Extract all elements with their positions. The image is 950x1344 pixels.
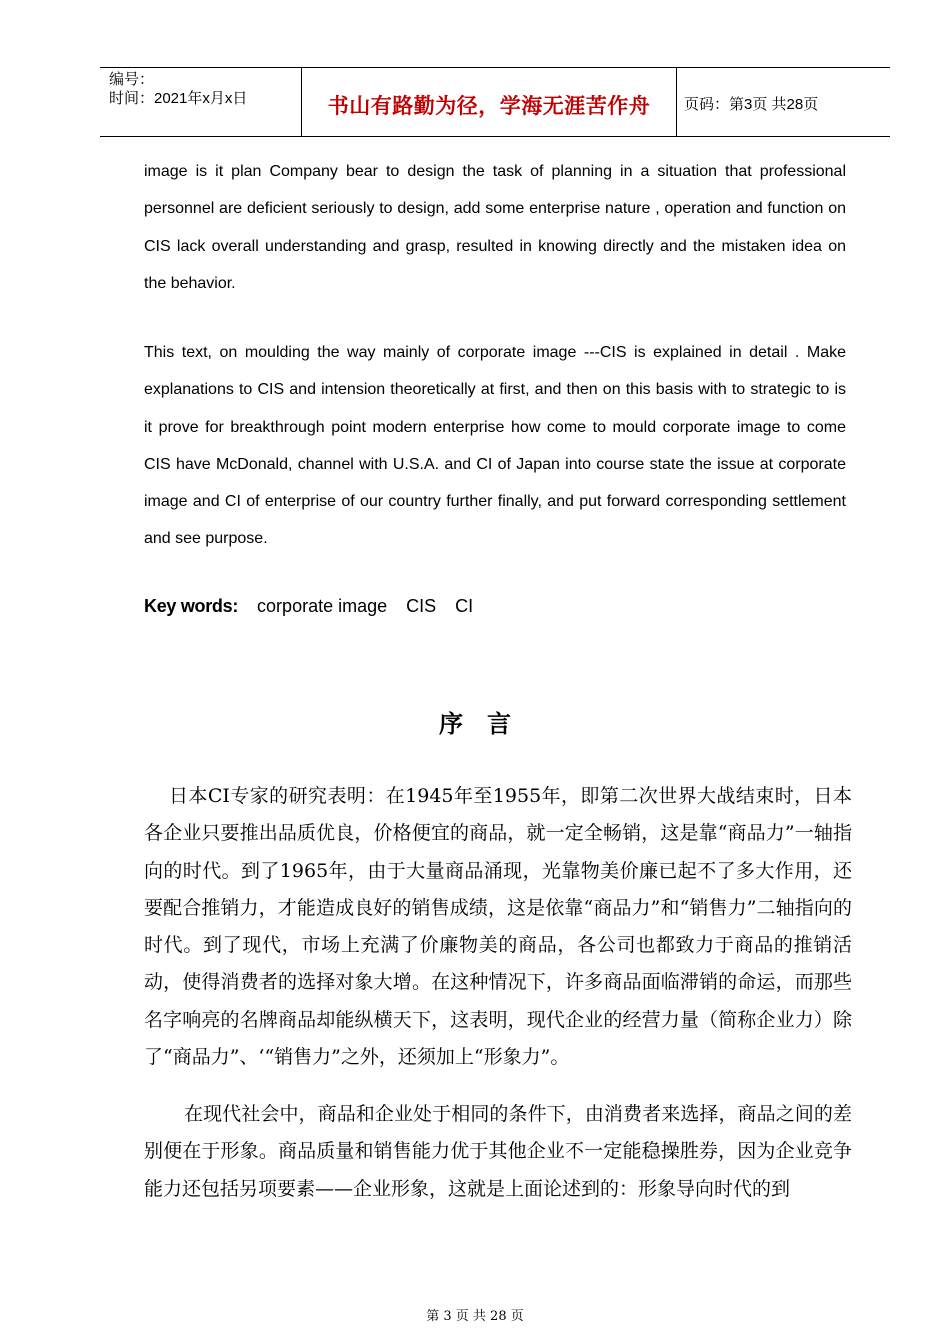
preface-paragraph-2: 在现代社会中，商品和企业处于相同的条件下，由消费者来选择，商品之间的差别便在于形象。商品质量和销售能力优于其他企业不一定能稳操胜券，因为企业竞争能力还包括另项要素——企业形象，这就是上面论述到的：形象导向时代的到	[144, 1103, 852, 1200]
keyword-term: CIS	[406, 596, 437, 616]
header-page-info: 页码：第3页 共28页	[684, 96, 819, 113]
header-motto-cell	[301, 68, 677, 136]
page-footer: 第 3 页 共 28 页	[426, 1309, 524, 1324]
preface-title: 序言	[439, 710, 535, 738]
abstract-paragraph-2: This text, on moulding the way mainly of corporate image ---CIS is explained in detail . Make explanations to CIS and intension theoretically at first, and then on this basis with to strategic to is it prove for breakthrough point modern enterprise how come to mould corporate image to come CIS have McDonald, channel with U.S.A. and CI of Japan into course state the issue at corporate image and CI of enterprise of our country further finally, and put forward corresponding settlement and see purpose.	[144, 344, 846, 548]
document-number-label: 编号：	[109, 71, 155, 88]
keyword-term: CI	[455, 596, 474, 616]
keywords-label: Key words:	[144, 596, 239, 616]
abstract-paragraph-1: image is it plan Company bear to design the task of planning in a situation that professional personnel are deficient seriously to design, add some enterprise nature , operation and function on CIS lack overall understanding and grasp, resulted in knowing directly and the mistaken idea on the behavior.	[144, 163, 846, 292]
preface-paragraph-1: 日本CI专家的研究表明：在1945年至1955年，即第二次世界大战结束时，日本各企业只要推出品质优良，价格便宜的商品，就一定全畅销，这是靠“商品力”一轴指向的时代。到了1965年，由于大量商品涌现，光靠物美价廉已起不了多大作用，还要配合推销力，才能造成良好的销售成绩，这是依靠“商品力”和“销售力”二轴指向的时代。到了现代，市场上充满了价廉物美的商品，各公司也都致力于商品的推销活动，使得消费者的选择对象大增。在这种情况下，许多商品面临滞销的命运，而那些名字响亮的名牌商品却能纵横天下，这表明，现代企业的经营力量（简称企业力）除了“商品力”、‘“销售力”之外，还须加上“形象力”。	[144, 785, 852, 1069]
header-meta-cell	[100, 68, 301, 136]
document-time-label: 时间：2021年x月x日	[109, 90, 248, 107]
page-header	[100, 67, 890, 137]
header-page-cell	[676, 68, 890, 136]
header-motto: 书山有路勤为径，学海无涯苦作舟	[327, 94, 651, 118]
keywords-line	[144, 596, 473, 617]
keyword-term: corporate image	[257, 596, 388, 616]
